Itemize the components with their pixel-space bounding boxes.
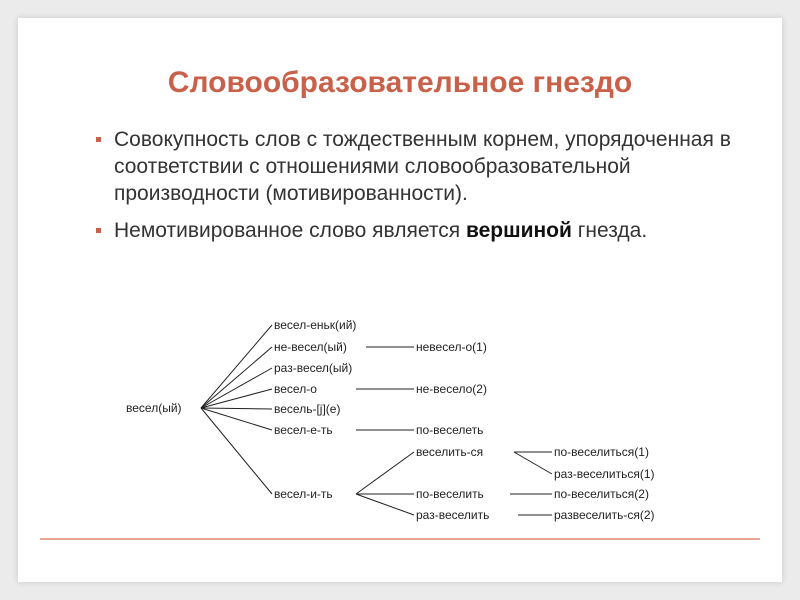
tree-level2-word: раз-веселить	[416, 508, 490, 522]
tree-level1-word: не-весел(ый)	[274, 340, 347, 354]
tree-level3-word: по-веселиться(1)	[554, 445, 649, 459]
bullet-text: Совокупность слов с тождественным корнем, упорядоченная в соответствии с отношениями словообразовательной производности (мотивированности).	[114, 128, 731, 205]
slide	[18, 18, 782, 582]
tree-level2-word: веселить-ся	[416, 445, 484, 459]
tree-edges	[201, 325, 552, 515]
slide-title: Словообразовательное гнездо	[167, 66, 633, 99]
bullet-marker	[96, 137, 101, 142]
tree-level2-word: по-веселить	[416, 487, 484, 501]
bullet-emphasis: вершиной	[465, 219, 572, 242]
tree-level2-word: по-веселеть	[416, 423, 484, 437]
tree-level1-word: весел-еньк(ий)	[274, 318, 357, 332]
tree-level3-word: развеселить-ся(2)	[554, 508, 655, 522]
tree-level2-word: невесел-о(1)	[416, 340, 487, 354]
bullet-text: Немотивированное слово является	[114, 219, 461, 242]
bullet-item-root-word	[94, 217, 734, 244]
tree-level3-word: по-веселиться(2)	[554, 487, 649, 501]
bullet-marker	[96, 228, 101, 233]
bullet-tail: гнезда.	[577, 219, 648, 242]
tree-level1-word: весел-и-ть	[274, 487, 333, 501]
tree-level1-word: весел-е-ть	[274, 423, 333, 437]
bullet-list	[94, 126, 734, 244]
tree-root-word: весел(ый)	[126, 401, 182, 415]
tree-level1-word: весел-о	[274, 382, 317, 396]
bullet-item-definition	[94, 126, 734, 207]
tree-level1-word: весель-[j](е)	[274, 402, 341, 416]
tree-level3-word: раз-веселиться(1)	[554, 467, 655, 481]
tree-level1-word: раз-весел(ый)	[274, 361, 353, 375]
tree-level2-word: не-весело(2)	[416, 382, 487, 396]
word-family-tree	[126, 314, 666, 534]
bottom-divider	[40, 538, 760, 540]
